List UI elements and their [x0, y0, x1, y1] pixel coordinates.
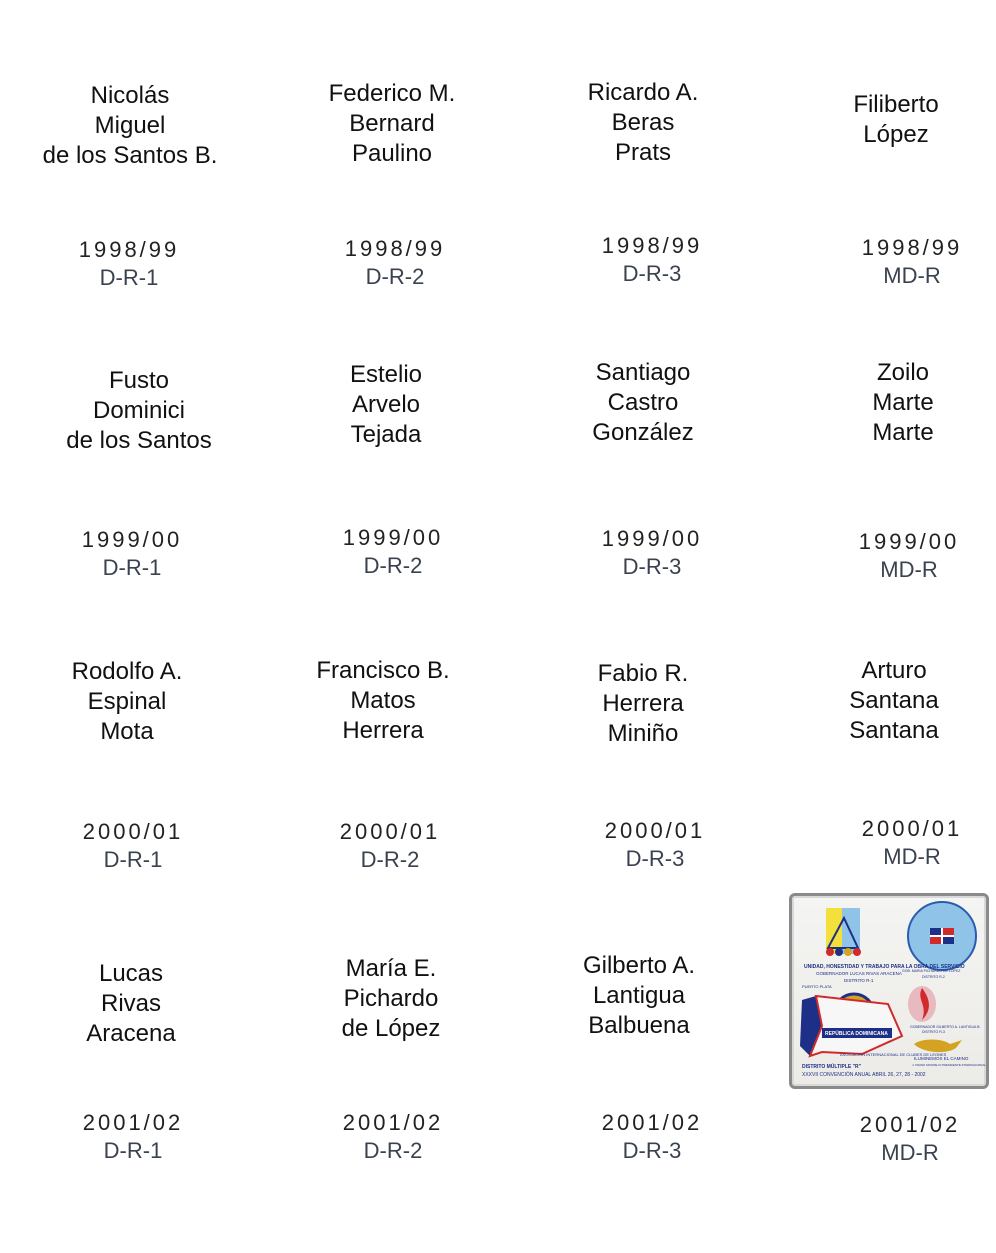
entry-9-year: 2000/01: [82, 819, 184, 844]
pin-slogan: ILUMINEMOS EL CAMINO: [914, 1056, 969, 1061]
entry-13-name: [6, 959, 256, 1049]
entry-7-name: [518, 358, 768, 448]
entry-8-name-line: Marte: [872, 419, 934, 446]
entry-5-term: [7, 526, 257, 582]
entry-14-name: [266, 954, 516, 1044]
entry-7-district: D-R-3: [622, 554, 682, 579]
flag-icon: [930, 928, 941, 935]
entry-1-name-line: de los Santos B.: [42, 142, 218, 169]
entry-13-name-line: Aracena: [86, 1020, 176, 1047]
entry-14-name-line: María E.: [345, 955, 437, 982]
entry-11-name-line: Herrera: [602, 690, 684, 717]
entry-6-name: [261, 360, 511, 450]
entry-7-name-line: González: [592, 419, 694, 446]
entry-11-name-line: Fabio R.: [597, 660, 689, 687]
entry-4-term: [787, 234, 996, 290]
medal-icon: [826, 948, 834, 956]
entry-15-name-line: Gilberto A.: [582, 952, 696, 979]
medal-icon: [844, 948, 852, 956]
medal-icon: [853, 948, 861, 956]
entry-10-term: [265, 818, 515, 874]
entry-1-name-line: Miguel: [94, 112, 166, 139]
entry-11-name-line: Miniño: [607, 720, 679, 747]
entry-6-district: D-R-2: [363, 553, 423, 578]
pin-motto: UNIDAD, HONESTIDAD Y TRABAJO PARA LA OBRA DEL SERVICIO: [804, 964, 965, 970]
entry-12-year: 2000/01: [861, 816, 963, 841]
entry-3-term: [527, 232, 777, 288]
flag-icon: [943, 937, 954, 944]
entry-11-term: [530, 817, 780, 873]
entry-4-name-line: López: [863, 121, 929, 148]
entry-14-district: D-R-2: [363, 1138, 423, 1163]
entry-14-term: [268, 1109, 518, 1165]
entry-12-name: [769, 656, 996, 746]
entry-3-name: [518, 78, 768, 168]
entry-2-year: 1998/99: [344, 236, 446, 261]
entry-5-district: D-R-1: [102, 555, 162, 580]
entry-15-name: [514, 951, 764, 1041]
lamp-icon: [914, 1040, 962, 1053]
entry-14-name-line: de López: [341, 1015, 441, 1042]
entry-5-name-line: de los Santos: [66, 427, 212, 454]
entry-2-name-line: Federico M.: [328, 80, 456, 107]
entry-1-year: 1998/99: [78, 237, 180, 262]
entry-9-name-line: Espinal: [87, 688, 167, 715]
entry-3-name-line: Beras: [611, 109, 675, 136]
entry-9-name-line: Mota: [100, 718, 154, 745]
entry-12-name-line: Santana: [849, 687, 939, 714]
entry-5-name-line: Dominici: [92, 397, 185, 424]
entry-10-name: [258, 656, 508, 746]
entry-7-year: 1999/00: [601, 526, 703, 551]
entry-9-name-line: Rodolfo A.: [71, 658, 183, 685]
pin-governor-2: GOB. MARIA PICHARDO DE LOPEZ: [902, 969, 961, 973]
entry-15-year: 2001/02: [601, 1110, 703, 1135]
entry-14-year: 2001/02: [342, 1110, 444, 1135]
entry-2-name: [267, 79, 517, 169]
medal-icon: [835, 948, 843, 956]
entry-1-district: D-R-1: [99, 265, 159, 290]
pin-district-2: DISTRITO R-2: [922, 975, 945, 979]
entry-6-name-line: Tejada: [350, 421, 422, 448]
pin-multiple-district: DISTRITO MÚLTIPLE "R": [802, 1064, 861, 1070]
entry-1-term: [4, 236, 254, 292]
pin-governor-3: GOBERNADOR GILBERTO A. LANTIGUA B.: [910, 1025, 981, 1029]
entry-4-name-line: Filiberto: [853, 91, 939, 118]
entry-8-year: 1999/00: [858, 529, 960, 554]
pin-association: ASOCIACIÓN INTERNACIONAL DE CLUBES DE LEONES: [840, 1052, 947, 1057]
entry-12-name-line: Arturo: [861, 657, 927, 684]
entry-6-term: [268, 524, 518, 580]
convention-pin-image: [789, 893, 989, 1089]
entry-9-district: D-R-1: [103, 847, 163, 872]
entry-16-term: [785, 1111, 996, 1167]
map-icon: [810, 996, 902, 1056]
flag-icon: [943, 928, 954, 935]
entry-10-year: 2000/01: [339, 819, 441, 844]
entry-10-name-line: Francisco B.: [316, 657, 450, 684]
entry-6-name-line: Arvelo: [351, 391, 421, 418]
entry-10-district: D-R-2: [360, 847, 420, 872]
entry-10-name-line: Herrera: [342, 717, 424, 744]
entry-6-name-line: Estelio: [349, 361, 423, 388]
entry-7-name-line: Santiago: [595, 359, 691, 386]
entry-13-year: 2001/02: [82, 1110, 184, 1135]
entry-3-name-line: Ricardo A.: [587, 79, 699, 106]
entry-5-name-line: Fusto: [108, 367, 170, 394]
entry-8-name: [778, 358, 996, 448]
entry-4-district: MD-R: [883, 263, 941, 288]
pin-president: J. FRANK MOORE III PRESIDENTE INTERNACIONAL: [912, 1063, 986, 1067]
entry-3-district: D-R-3: [622, 261, 682, 286]
pin-convention: XXXVII CONVENCIÓN ANUAL ABRIL 26, 27, 28 - 2002: [802, 1072, 926, 1078]
entry-12-district: MD-R: [883, 844, 941, 869]
entry-9-name: [2, 657, 252, 747]
entry-3-name-line: Prats: [614, 139, 671, 166]
entry-3-year: 1998/99: [601, 233, 703, 258]
entry-14-name-line: Pichardo: [343, 985, 439, 1012]
entry-10-name-line: Matos: [350, 687, 416, 714]
entry-16-year: 2001/02: [859, 1112, 961, 1137]
entry-2-name-line: Paulino: [351, 140, 433, 167]
convention-pin-artwork: [792, 896, 986, 1086]
entry-4-year: 1998/99: [861, 235, 963, 260]
entry-4-name: [771, 90, 996, 150]
flag-icon: [930, 937, 941, 944]
entry-2-term: [270, 235, 520, 291]
entry-2-district: D-R-2: [365, 264, 425, 289]
entry-7-term: [527, 525, 777, 581]
pin-country: REPÚBLICA DOMINICANA: [825, 1031, 888, 1037]
entry-16-district: MD-R: [881, 1140, 939, 1165]
pin-place: PUERTO PLATA: [802, 984, 832, 989]
entry-12-term: [787, 815, 996, 871]
entry-9-term: [8, 818, 258, 874]
entry-11-year: 2000/01: [604, 818, 706, 843]
pin-district-1: DISTRITO R-1: [844, 978, 874, 983]
entry-8-name-line: Zoilo: [876, 359, 930, 386]
entry-13-name-line: Lucas: [98, 960, 164, 987]
entry-2-name-line: Bernard: [349, 110, 435, 137]
entry-1-name: [5, 81, 255, 171]
entry-6-year: 1999/00: [342, 525, 444, 550]
entry-13-name-line: Rivas: [100, 990, 161, 1017]
entry-15-district: D-R-3: [622, 1138, 682, 1163]
entry-8-term: [784, 528, 996, 584]
entry-15-name-line: Lantigua: [592, 982, 686, 1009]
entry-5-name: [14, 366, 264, 456]
entry-11-district: D-R-3: [625, 846, 685, 871]
entry-15-name-line: Balbuena: [588, 1012, 690, 1039]
entry-11-name: [518, 659, 768, 749]
entry-13-term: [8, 1109, 258, 1165]
entry-12-name-line: Santana: [849, 717, 939, 744]
entry-5-year: 1999/00: [81, 527, 183, 552]
entry-15-term: [527, 1109, 777, 1165]
entry-8-name-line: Marte: [872, 389, 934, 416]
entry-7-name-line: Castro: [607, 389, 679, 416]
entry-8-district: MD-R: [880, 557, 938, 582]
entry-1-name-line: Nicolás: [90, 82, 170, 109]
pin-governor-1: GOBERNADOR LUCAS RIVAS ARACENA: [816, 971, 902, 976]
entry-13-district: D-R-1: [103, 1138, 163, 1163]
pin-district-3: DISTRITO R-3: [922, 1030, 945, 1034]
